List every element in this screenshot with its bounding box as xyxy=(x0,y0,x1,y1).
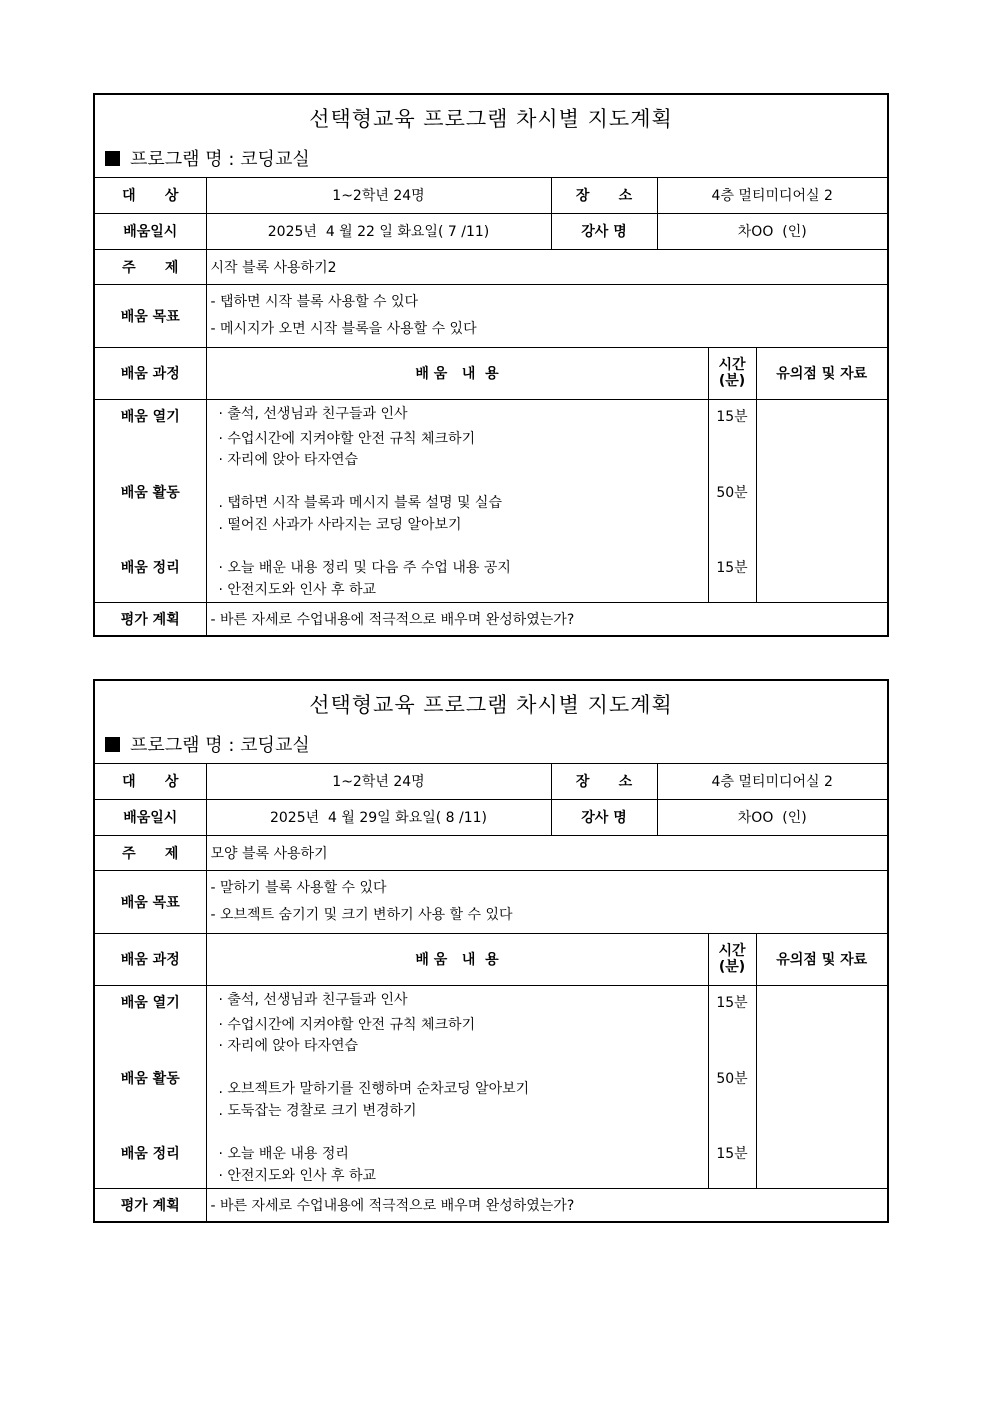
date-row xyxy=(95,213,887,249)
process-body-row xyxy=(95,399,887,602)
process-stages xyxy=(95,985,206,1188)
content-line: · 출석, 선생님과 친구들과 인사 xyxy=(218,991,408,1008)
goals-label: 배움 목표 xyxy=(95,870,206,933)
process-label: 배움 과정 xyxy=(95,347,206,399)
lesson-plan-1 xyxy=(93,93,889,637)
teacher-label: 강사 명 xyxy=(551,799,657,835)
date-value: 2025년 4 월 22 일 화요일( 7 /11) xyxy=(206,213,551,249)
content-line: . 탭하면 시작 블록과 메시지 블록 설명 및 실습 xyxy=(218,494,502,511)
notes-cell xyxy=(756,985,887,1188)
topic-value: 시작 블록 사용하기2 xyxy=(206,249,887,284)
content-line: · 수업시간에 지켜야할 안전 규칙 체크하기 xyxy=(218,430,476,447)
stage-close: 배움 정리 xyxy=(120,1145,180,1162)
eval-label: 평가 계획 xyxy=(95,602,206,635)
content-line: · 자리에 앉아 타자연습 xyxy=(218,1037,359,1054)
lesson-plan-table xyxy=(95,178,887,635)
notes-label: 유의점 및 자료 xyxy=(756,933,887,985)
lesson-plan-table xyxy=(95,764,887,1221)
evaluation-value: - 바른 자세로 수업내용에 적극적으로 배우며 완성하였는가? xyxy=(206,602,887,635)
goals-row xyxy=(95,870,887,933)
content-line: · 오늘 배운 내용 정리 xyxy=(218,1145,349,1162)
content-label: 배 움 내 용 xyxy=(206,933,708,985)
evaluation-row xyxy=(95,1188,887,1221)
content-line: . 떨어진 사과가 사라지는 코딩 알아보기 xyxy=(218,516,462,533)
plan-header xyxy=(95,681,887,764)
date-label: 배움일시 xyxy=(95,213,206,249)
program-name: 프로그램 명 : 코딩교실 xyxy=(130,735,310,756)
content-line: · 자리에 앉아 타자연습 xyxy=(218,451,359,468)
goals-label: 배움 목표 xyxy=(95,284,206,347)
content-line: · 안전지도와 인사 후 하교 xyxy=(218,1167,376,1184)
process-header-row xyxy=(95,933,887,985)
evaluation-row xyxy=(95,602,887,635)
time-label-line: 시간 xyxy=(718,357,746,373)
topic-row xyxy=(95,835,887,870)
time-close: 15분 xyxy=(716,559,748,576)
content-line: · 출석, 선생님과 친구들과 인사 xyxy=(218,405,408,422)
place-value: 4층 멀티미디어실 2 xyxy=(657,764,887,799)
notes-cell xyxy=(756,399,887,602)
content-lines xyxy=(206,399,708,602)
stage-open: 배움 열기 xyxy=(120,994,180,1011)
time-label-unit: (분) xyxy=(718,959,746,975)
document-title: 선택형교육 프로그램 차시별 지도계획 xyxy=(309,107,673,131)
time-label xyxy=(708,933,756,985)
content-label: 배 움 내 용 xyxy=(206,347,708,399)
time-label xyxy=(708,347,756,399)
date-row xyxy=(95,799,887,835)
time-open: 15분 xyxy=(716,994,748,1011)
goals-list xyxy=(206,870,887,933)
process-label: 배움 과정 xyxy=(95,933,206,985)
process-body-row xyxy=(95,985,887,1188)
black-square-icon xyxy=(105,737,120,752)
black-square-icon xyxy=(105,151,120,166)
goal-item: - 오브젝트 숨기기 및 크기 변하기 사용 할 수 있다 xyxy=(210,906,513,923)
time-open: 15분 xyxy=(716,408,748,425)
target-value: 1~2학년 24명 xyxy=(206,764,551,799)
place-label: 장 소 xyxy=(551,764,657,799)
target-value: 1~2학년 24명 xyxy=(206,178,551,213)
program-name-line xyxy=(105,145,310,171)
date-label: 배움일시 xyxy=(95,799,206,835)
goal-item: - 말하기 블록 사용할 수 있다 xyxy=(210,879,387,896)
stage-activity: 배움 활동 xyxy=(120,1070,180,1087)
goals-row xyxy=(95,284,887,347)
target-row xyxy=(95,178,887,213)
teacher-value: 차OO (인) xyxy=(657,799,887,835)
evaluation-value: - 바른 자세로 수업내용에 적극적으로 배우며 완성하였는가? xyxy=(206,1188,887,1221)
topic-row xyxy=(95,249,887,284)
target-row xyxy=(95,764,887,799)
content-line: . 도둑잡는 경찰로 크기 변경하기 xyxy=(218,1102,417,1119)
topic-label: 주 제 xyxy=(95,249,206,284)
topic-value: 모양 블록 사용하기 xyxy=(206,835,887,870)
content-line: · 수업시간에 지켜야할 안전 규칙 체크하기 xyxy=(218,1016,476,1033)
content-lines xyxy=(206,985,708,1188)
goal-item: - 메시지가 오면 시작 블록을 사용할 수 있다 xyxy=(210,320,477,337)
place-value: 4층 멀티미디어실 2 xyxy=(657,178,887,213)
plan-header xyxy=(95,95,887,178)
content-line: · 안전지도와 인사 후 하교 xyxy=(218,581,376,598)
document-title: 선택형교육 프로그램 차시별 지도계획 xyxy=(309,693,673,717)
stage-open: 배움 열기 xyxy=(120,408,180,425)
notes-label: 유의점 및 자료 xyxy=(756,347,887,399)
process-stages xyxy=(95,399,206,602)
time-label-line: 시간 xyxy=(718,943,746,959)
date-value: 2025년 4 월 29일 화요일( 8 /11) xyxy=(206,799,551,835)
place-label: 장 소 xyxy=(551,178,657,213)
content-line: · 오늘 배운 내용 정리 및 다음 주 수업 내용 공지 xyxy=(218,559,511,576)
teacher-value: 차OO (인) xyxy=(657,213,887,249)
target-label: 대 상 xyxy=(95,764,206,799)
time-values xyxy=(708,399,756,602)
program-name: 프로그램 명 : 코딩교실 xyxy=(130,149,310,170)
lesson-plan-2 xyxy=(93,679,889,1223)
time-label-unit: (분) xyxy=(718,373,746,389)
goal-item: - 탭하면 시작 블록 사용할 수 있다 xyxy=(210,293,419,310)
teacher-label: 강사 명 xyxy=(551,213,657,249)
time-activity: 50분 xyxy=(716,484,748,501)
target-label: 대 상 xyxy=(95,178,206,213)
goals-list xyxy=(206,284,887,347)
time-close: 15분 xyxy=(716,1145,748,1162)
stage-activity: 배움 활동 xyxy=(120,484,180,501)
time-values xyxy=(708,985,756,1188)
content-line: . 오브젝트가 말하기를 진행하며 순차코딩 알아보기 xyxy=(218,1080,530,1097)
eval-label: 평가 계획 xyxy=(95,1188,206,1221)
stage-close: 배움 정리 xyxy=(120,559,180,576)
program-name-line xyxy=(105,731,310,757)
topic-label: 주 제 xyxy=(95,835,206,870)
time-activity: 50분 xyxy=(716,1070,748,1087)
process-header-row xyxy=(95,347,887,399)
